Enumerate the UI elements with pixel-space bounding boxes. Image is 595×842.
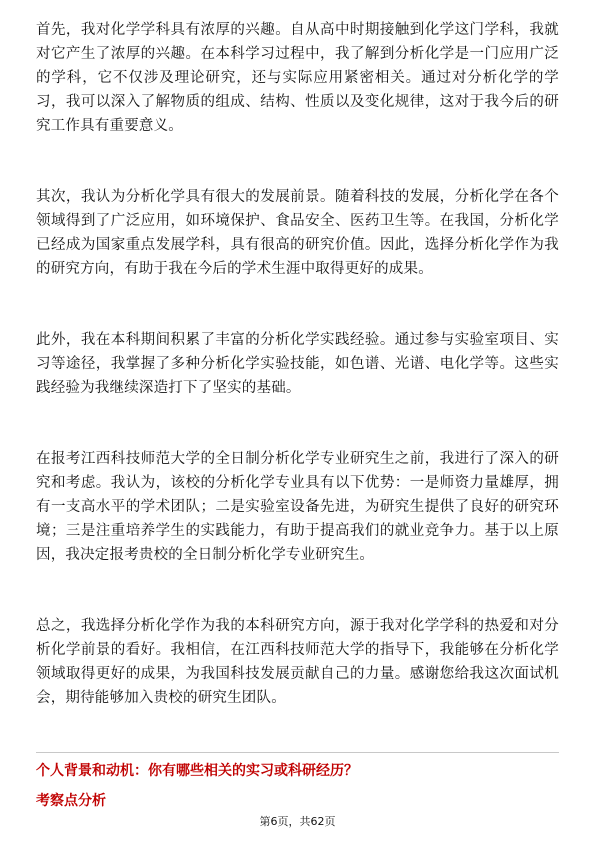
- answer-body: [36, 18, 559, 710]
- section-divider: [36, 752, 559, 753]
- paragraph-university: 在报考江西科技师范大学的全日制分析化学专业研究生之前，我进行了深入的研究和考虑。我认为，该校的分析化学专业具有以下优势：一是师资力量雄厚，拥有一支高水平的学术团队；二是实验室设备先进，为研究生提供了良好的研究环境；三是注重培养学生的实践能力，有助于提高我们的就业竞争力。基于以上原因，我决定报考贵校的全日制分析化学专业研究生。: [36, 451, 559, 563]
- analysis-heading: 考察点分析: [36, 793, 106, 809]
- interview-question-heading: 个人背景和动机：你有哪些相关的实习或科研经历？: [36, 763, 358, 779]
- paragraph-interest: 首先，我对化学学科具有浓厚的兴趣。自从高中时期接触到化学这门学科，我就对它产生了浓厚的兴趣。在本科学习过程中，我了解到分析化学是一门应用广泛的学科，它不仅涉及理论研究，还与实际应用紧密相关。通过对分析化学的学习，我可以深入了解物质的组成、结构、性质以及变化规律，这对于我今后的研究工作具有重要意义。: [36, 22, 559, 134]
- paragraph-prospects: 其次，我认为分析化学具有很大的发展前景。随着科技的发展，分析化学在各个领域得到了广泛应用，如环境保护、食品安全、医药卫生等。在我国，分析化学已经成为国家重点发展学科，具有很高的研究价值。因此，选择分析化学作为我的研究方向，有助于我在今后的学术生涯中取得更好的成果。: [36, 189, 559, 277]
- paragraph-experience: 此外，我在本科期间积累了丰富的分析化学实践经验。通过参与实验室项目、实习等途径，我掌握了多种分析化学实验技能，如色谱、光谱、电化学等。这些实践经验为我继续深造打下了坚实的基础。: [36, 332, 559, 396]
- page-number: 第6页，共62页: [259, 815, 336, 828]
- paragraph-conclusion: 总之，我选择分析化学作为我的本科研究方向，源于我对化学学科的热爱和对分析化学前景的看好。我相信，在江西科技师范大学的指导下，我能够在分析化学领域取得更好的成果，为我国科技发展贡献自己的力量。感谢您给我这次面试机会，期待能够加入贵校的研究生团队。: [36, 618, 559, 706]
